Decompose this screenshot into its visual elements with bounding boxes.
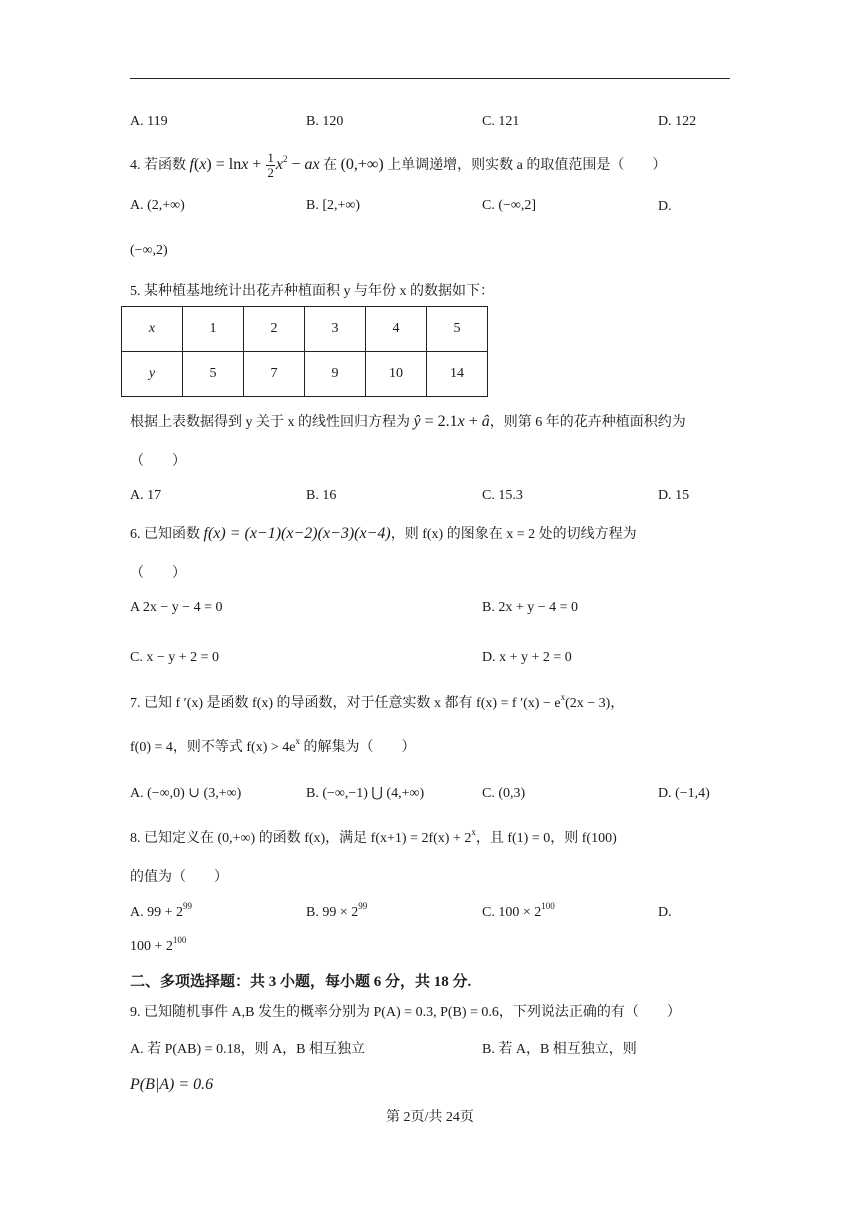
q9-stem: 9. 已知随机事件 A,B 发生的概率分别为 P(A) = 0.3, P(B) = 0.6，下列说法正确的有（ ） (130, 1005, 681, 1020)
q4-stem-post: 上单调递增，则实数 a 的取值范围是（ ） (383, 158, 667, 174)
table-cell: 9 (305, 352, 366, 397)
q4-stem-mid: 在 (319, 158, 341, 174)
q7-option-b: B. (−∞,−1) ⋃ (4,+∞) (306, 786, 425, 801)
q7-option-d: D. (−1,4) (658, 786, 710, 801)
table-cell: 2 (244, 307, 305, 352)
q5-text-post: ，则第 6 年的花卉种植面积约为 (489, 415, 686, 430)
q6-stem-pre: 6. 已知函数 (130, 527, 204, 542)
q5-option-a: A. 17 (130, 488, 162, 503)
q4-stem-pre: 4. 若函数 (130, 158, 190, 174)
q8-option-c (482, 903, 555, 923)
q8-option-b-base: B. 99 × 2 (306, 905, 359, 920)
page-footer: 第 2页/共 24页 (386, 1110, 474, 1125)
q4-option-c: C. (−∞,2] (482, 198, 537, 213)
table-header-x: x (122, 307, 183, 352)
q5-text-pre: 根据上表数据得到 y 关于 x 的线性回归方程为 (130, 415, 414, 430)
q4-stem (130, 151, 666, 180)
prev-option-a: A. 119 (130, 114, 168, 129)
q7-stem2-sup: x (295, 736, 300, 746)
q9-option-b-cont: P(B|A) = 0.6 (130, 1076, 214, 1093)
q4-option-b: B. [2,+∞) (306, 198, 361, 213)
q7-stem2-pre: f(0) = 4，则不等式 f(x) > 4e (130, 740, 296, 755)
q5-data-table (121, 306, 488, 397)
table-cell: 4 (366, 307, 427, 352)
q8-stem1-pre: 8. 已知定义在 (0,+∞) 的函数 f(x)，满足 f(x+1) = 2f(x) + 2 (130, 831, 472, 846)
table-cell: 5 (427, 307, 488, 352)
q8-option-d-exp: 100 (172, 935, 187, 945)
q8-stem1-sup: x (471, 827, 476, 837)
q4-option-d: D. (658, 199, 672, 214)
table-cell: 1 (183, 307, 244, 352)
table-cell: 10 (366, 352, 427, 397)
table-header-y: y (122, 352, 183, 397)
header-rule (130, 78, 730, 79)
q8-option-a-exp: 99 (183, 901, 193, 911)
q6-stem (130, 524, 637, 545)
q8-option-b-exp: 99 (358, 901, 368, 911)
q8-option-d-cont (130, 937, 186, 957)
q7-option-a: A. (−∞,0) ∪ (3,+∞) (130, 786, 242, 801)
q4-option-a: A. (2,+∞) (130, 198, 185, 213)
table-cell: 7 (244, 352, 305, 397)
q6-option-b: B. 2x + y − 4 = 0 (482, 600, 579, 615)
q8-option-c-base: C. 100 × 2 (482, 905, 542, 920)
q7-stem-line1 (130, 694, 624, 714)
q8-stem1-post: ，且 f(1) = 0，则 f(100) (475, 831, 617, 846)
q8-option-d-base: 100 + 2 (130, 939, 173, 954)
q7-stem1-post: (2x − 3)， (565, 696, 625, 711)
q7-stem2-post: 的解集为（ ） (299, 740, 416, 755)
q9-option-a: A. 若 P(AB) = 0.18，则 A，B 相互独立 (130, 1042, 366, 1057)
q7-stem1: 7. 已知 f ′(x) 是函数 f(x) 的导函数，对于任意实数 x 都有 f(x) = f ′(x) − e (130, 696, 561, 711)
q6-paren: （ ） (130, 566, 186, 581)
q5-option-c: C. 15.3 (482, 488, 523, 503)
table-cell: 14 (427, 352, 488, 397)
table-cell: 3 (305, 307, 366, 352)
q7-stem-line2 (130, 738, 415, 758)
q4-function: f(x) = lnx + $\frac{1}{2}$ $x^2$ − ax (189, 150, 320, 180)
q8-option-a-base: A. 99 + 2 (130, 905, 184, 920)
q6-option-a: A 2x − y − 4 = 0 (130, 600, 223, 615)
q6-stem-mid: ，则 f(x) 的图象在 x = 2 处的切线方程为 (390, 527, 637, 542)
q5-stem: 5. 某种植基地统计出花卉种植面积 y 与年份 x 的数据如下： (130, 284, 494, 299)
q5-option-d: D. 15 (658, 488, 690, 503)
prev-option-d: D. 122 (658, 114, 697, 129)
prev-option-b: B. 120 (306, 114, 344, 129)
q5-regression-equation: ŷ = 2.1x + â (413, 413, 490, 430)
q5-text (130, 412, 686, 433)
q8-option-c-exp: 100 (541, 901, 555, 911)
q8-option-a (130, 903, 192, 923)
q5-option-b: B. 16 (306, 488, 337, 503)
q8-stem-line1 (130, 829, 617, 849)
q4-interval: (0,+∞) (340, 156, 384, 174)
q8-option-b (306, 903, 367, 923)
q8-option-d: D. (658, 905, 672, 920)
q6-option-c: C. x − y + 2 = 0 (130, 650, 220, 665)
section-heading: 二、多项选择题：共 3 小题，每小题 6 分，共 18 分. (130, 974, 472, 990)
table-cell: 5 (183, 352, 244, 397)
q6-formula: f(x) = (x−1)(x−2)(x−3)(x−4) (203, 525, 391, 542)
prev-option-c: C. 121 (482, 114, 520, 129)
q7-stem1-sup: x (560, 692, 566, 702)
table-row-x (122, 307, 488, 352)
q6-option-d: D. x + y + 2 = 0 (482, 650, 572, 665)
q9-option-b: B. 若 A，B 相互独立，则 (482, 1042, 637, 1057)
q8-stem-line2: 的值为（ ） (130, 870, 228, 885)
q7-option-c: C. (0,3) (482, 786, 526, 801)
q4-option-d-cont: (−∞,2) (130, 243, 168, 258)
q5-paren: （ ） (130, 454, 186, 469)
table-row-y (122, 352, 488, 397)
